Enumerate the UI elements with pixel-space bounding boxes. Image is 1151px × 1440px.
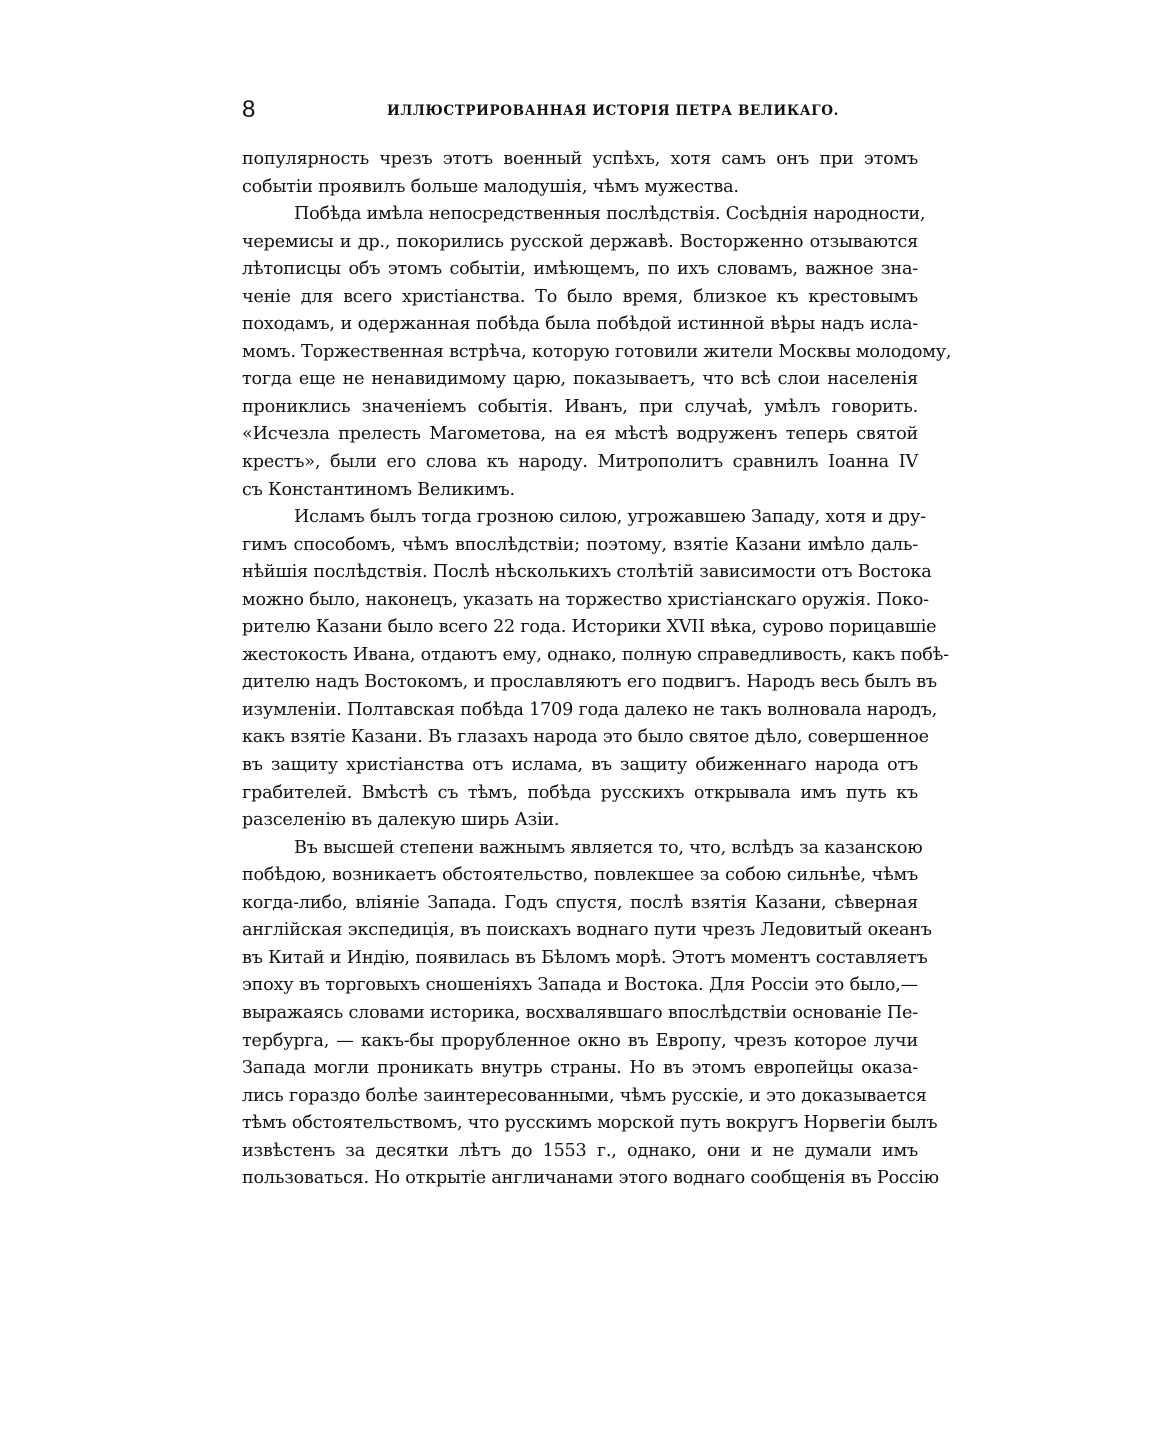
- text-line: когда-либо, вліяніе Запада. Годъ спустя, послѣ взятія Казани, сѣверная: [242, 892, 918, 913]
- text-line: рителю Казани было всего 22 года. Историки XVII вѣка, сурово порицавшіе: [242, 617, 937, 638]
- text-line: Побѣда имѣла непосредственныя послѣдствія. Сосѣднія народности,: [294, 204, 926, 225]
- text-line: извѣстенъ за десятки лѣтъ до 1553 г., однако, они и не думали имъ: [242, 1140, 918, 1161]
- text-line: тогда еще не ненавидимому царю, показываетъ, что всѣ слои населенія: [242, 369, 918, 390]
- text-line: дителю надъ Востокомъ, и прославляютъ его подвигъ. Народъ весь былъ въ: [242, 672, 937, 693]
- text-line: побѣдою, возникаетъ обстоятельство, повлекшее за собою сильнѣе, чѣмъ: [242, 865, 918, 886]
- text-line: походамъ, и одержанная побѣда была побѣдой истинной вѣры надъ исла-: [242, 314, 918, 335]
- text-line: какъ взятіе Казани. Въ глазахъ народа это было святое дѣло, совершенное: [242, 727, 929, 748]
- paragraph: [242, 201, 952, 504]
- text-line: изумленіи. Полтавская побѣда 1709 года далеко не такъ волновала народъ,: [242, 699, 937, 720]
- text-line: «Исчезла прелесть Магометова, на ея мѣстѣ водруженъ теперь святой: [242, 424, 918, 445]
- running-title: ИЛЛЮСТРИРОВАННАЯ ИСТОРІЯ ПЕТРА ВЕЛИКАГО.: [387, 103, 839, 119]
- text-line: въ защиту христіанства отъ ислама, въ защиту обиженнаго народа отъ: [242, 755, 918, 776]
- text-line: грабителей. Вмѣстѣ съ тѣмъ, побѣда русскихъ открывала имъ путь къ: [242, 782, 918, 803]
- text-line: популярность чрезъ этотъ военный успѣхъ, хотя самъ онъ при этомъ: [242, 149, 918, 169]
- text-line: выражаясь словами историка, восхвалявшаго впослѣдствіи основаніе Пе-: [242, 1002, 918, 1023]
- paragraph: [242, 146, 918, 201]
- text-line: лись гораздо болѣе заинтересованными, чѣмъ русскіе, и это доказывается: [242, 1085, 927, 1106]
- paragraph: [242, 504, 949, 835]
- text-line: можно было, наконецъ, указать на торжество христіанскаго оружія. Поко-: [242, 589, 929, 610]
- text-line: Исламъ былъ тогда грозною силою, угрожавшею Западу, хотя и дру-: [294, 507, 926, 528]
- text-line: прониклись значеніемъ событія. Иванъ, при случаѣ, умѣлъ говорить.: [242, 396, 918, 417]
- page-number: 8: [242, 96, 256, 123]
- text-line: Въ высшей степени важнымъ является то, что, вслѣдъ за казанскою: [294, 837, 923, 858]
- paragraph: [242, 835, 939, 1193]
- text-line: эпоху въ торговыхъ сношеніяхъ Запада и Востока. Для Россіи это было,—: [242, 975, 918, 996]
- text-line: нѣйшія послѣдствія. Послѣ нѣсколькихъ столѣтій зависимости отъ Востока: [242, 562, 932, 583]
- text-line: въ Китай и Индію, появилась въ Бѣломъ морѣ. Этотъ моментъ составляетъ: [242, 947, 928, 968]
- text-line: гимъ способомъ, чѣмъ впослѣдствіи; поэтому, взятіе Казани имѣло даль-: [242, 534, 918, 555]
- text-line: жестокость Ивана, отдаютъ ему, однако, полную справедливость, какъ побѣ-: [242, 644, 949, 665]
- text-line: крестъ», были его слова къ народу. Митрополитъ сравнилъ Іоанна IV: [242, 452, 918, 473]
- text-line: тербурга, — какъ-бы прорубленное окно въ Европу, чрезъ которое лучи: [242, 1030, 918, 1051]
- text-line: Запада могли проникать внутрь страны. Но въ этомъ европейцы оказа-: [242, 1058, 918, 1079]
- text-line: лѣтописцы объ этомъ событіи, имѣющемъ, по ихъ словамъ, важное зна-: [242, 259, 918, 280]
- page-header: [242, 96, 918, 126]
- text-line: событіи проявилъ больше малодушія, чѣмъ мужества.: [242, 176, 739, 197]
- text-line: пользоваться. Но открытіе англичанами этого воднаго сообщенія въ Россію: [242, 1168, 939, 1189]
- text-line: момъ. Торжественная встрѣча, которую готовили жители Москвы молодому,: [242, 341, 952, 362]
- text-line: англійская экспедиція, въ поискахъ воднаго пути чрезъ Ледовитый океанъ: [242, 920, 932, 941]
- text-line: тѣмъ обстоятельствомъ, что русскимъ морской путь вокругъ Норвегіи былъ: [242, 1113, 938, 1134]
- text-line: съ Константиномъ Великимъ.: [242, 479, 515, 500]
- text-line: разселенію въ далекую ширь Азіи.: [242, 810, 560, 831]
- body-text: [242, 146, 952, 1193]
- text-line: черемисы и др., покорились русской державѣ. Восторженно отзываются: [242, 231, 918, 252]
- text-line: ченіе для всего христіанства. То было время, близкое къ крестовымъ: [242, 286, 918, 307]
